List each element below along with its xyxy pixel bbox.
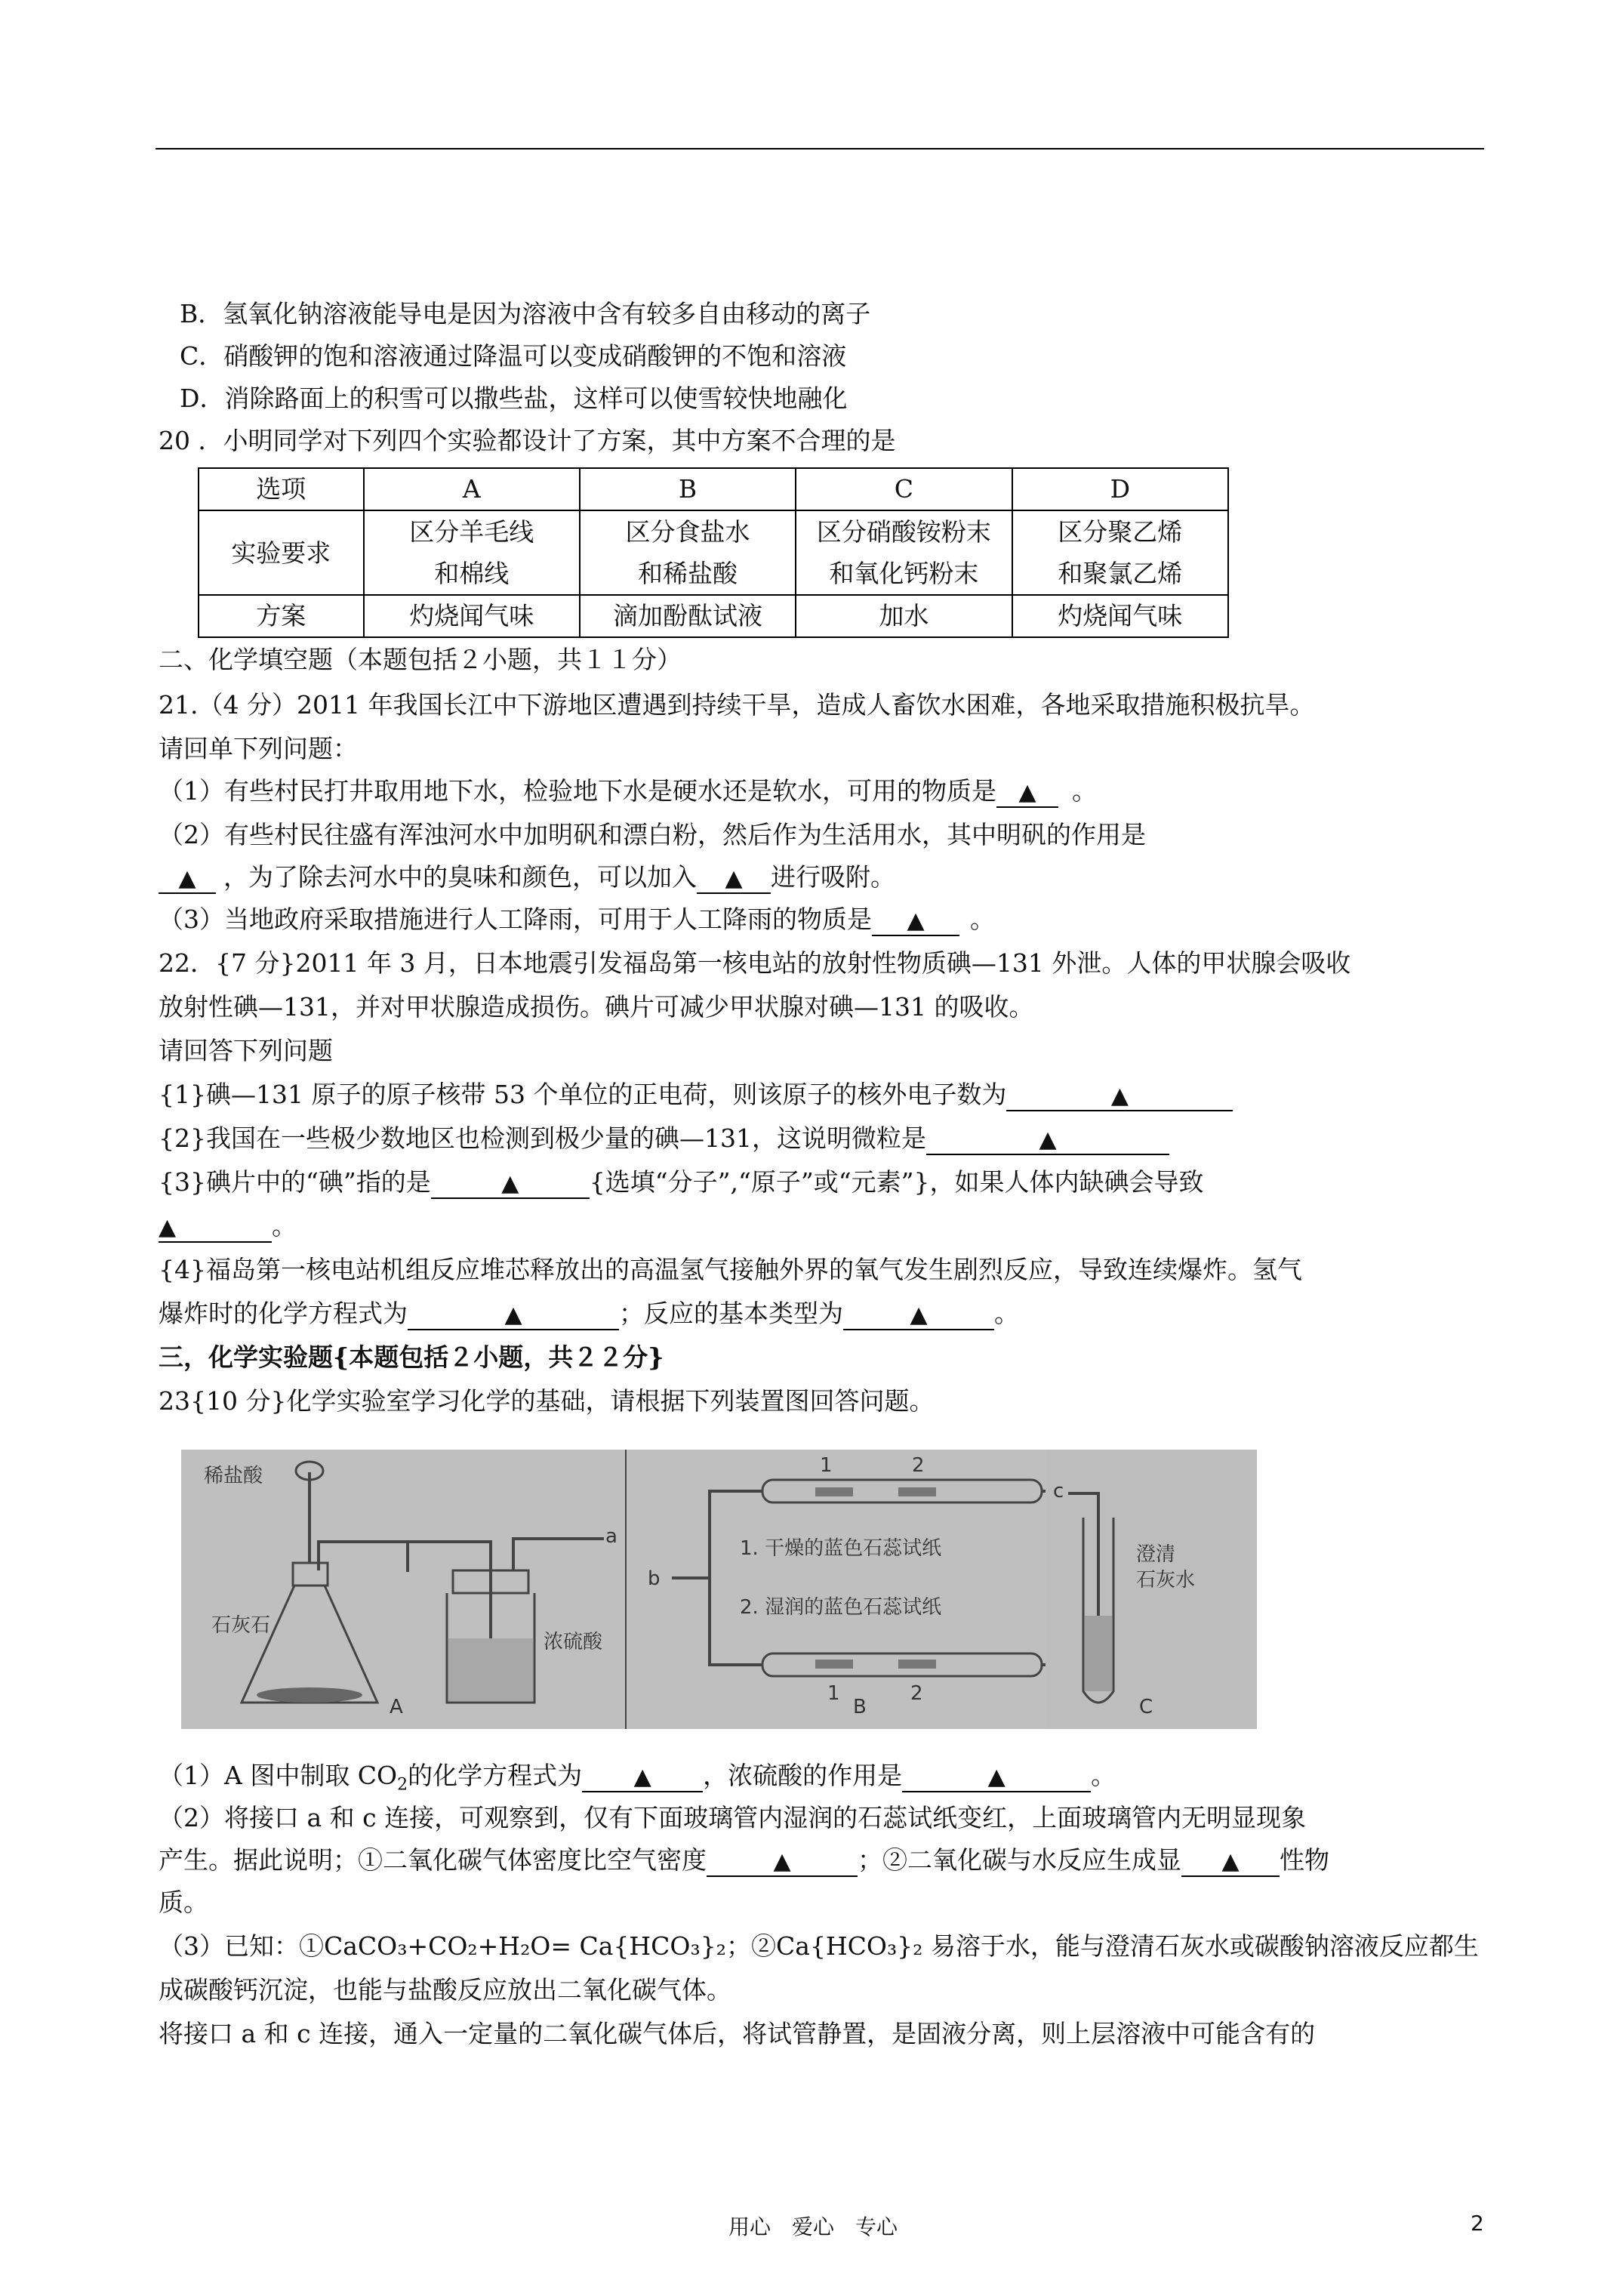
q21-2: （2）有些村民往盛有浑浊河水中加明矾和漂白粉，然后作为生活用水，其中明矾的作用是: [159, 820, 1146, 849]
label-sulfuric-acid: 浓硫酸: [544, 1631, 603, 1653]
table-cell: 加水: [796, 595, 1012, 637]
option-c: C．硝酸钾的饱和溶液通过降温可以变成硝酸钾的不饱和溶液: [180, 341, 847, 371]
q22-4: {4}福岛第一核电站机组反应堆芯释放出的高温氢气接触外界的氧气发生剧烈反应，导致连续爆炸。氢气: [159, 1255, 1302, 1284]
triangle-icon: ▲: [504, 1302, 522, 1328]
answer-blank[interactable]: [843, 1299, 994, 1330]
table-row-label: 实验要求: [199, 510, 364, 595]
table-row-label: 方案: [199, 595, 364, 637]
apparatus-c: [1046, 1450, 1257, 1729]
table-cell: 灼烧闻气味: [364, 595, 580, 637]
table-header-cell: B: [580, 468, 796, 510]
answer-blank[interactable]: [926, 1123, 1169, 1155]
table-cell: 灼烧闻气味: [1012, 595, 1228, 637]
page-number: 2: [1471, 2211, 1484, 2236]
label-limewater: 澄清: [1136, 1543, 1176, 1566]
q22-3: {3}碘片中的“碘”指的是 ▲ {选填“分子”,“原子”或“元素”}，如果人体内缺碘会导致: [159, 1166, 1203, 1199]
answer-blank[interactable]: [1181, 1845, 1280, 1877]
triangle-icon: ▲: [773, 1848, 791, 1875]
triangle-icon: ▲: [910, 1302, 928, 1328]
triangle-icon: ▲: [1221, 1848, 1240, 1875]
label-port-c: c: [1053, 1480, 1064, 1502]
answer-blank[interactable]: [902, 1761, 1091, 1792]
question-20: 20 ．小明同学对下列四个实验都设计了方案，其中方案不合理的是: [159, 426, 896, 455]
answer-blank[interactable]: [431, 1167, 590, 1199]
q23-3: （3）已知：①CaCO₃+CO₂+H₂O= Ca{HCO₃}₂；②Ca{HCO₃}₂ 易溶于水，能与澄清石灰水或碳酸钠溶液反应都生: [159, 1931, 1479, 1961]
triangle-icon: ▲: [1110, 1083, 1129, 1109]
table-cell: 区分硝酸铵粉末 和氧化钙粉末: [796, 510, 1012, 595]
q21-2-cont: ▲ ，为了除去河水中的臭味和颜色，可以加入 ▲ 进行吸附。: [159, 861, 895, 894]
label-apparatus-b: B: [853, 1696, 867, 1718]
label-paper-1: 1: [820, 1454, 833, 1477]
triangle-icon: ▲: [633, 1764, 651, 1790]
triangle-icon: ▲: [178, 865, 196, 892]
q21-1: （1）有些村民打井取用地下水，检验地下水是硬水还是软水，可用的物质是 ▲ 。: [159, 775, 1097, 808]
q23-2-cont: 产生。据此说明；①二氧化碳气体密度比空气密度 ▲ ；②二氧化碳与水反应生成显 ▲ 性物: [159, 1844, 1329, 1877]
label-dry-paper: 1. 干燥的蓝色石蕊试纸: [740, 1537, 942, 1560]
label-paper-1-lower: 1: [827, 1682, 840, 1705]
q22-2: {2}我国在一些极少数地区也检测到极少量的碘—131，这说明微粒是 ▲: [159, 1122, 1169, 1155]
table-header-cell: A: [364, 468, 580, 510]
apparatus-a: [181, 1450, 625, 1729]
option-b: B．氢氧化钠溶液能导电是因为溶液中含有较多自由移动的离子: [180, 299, 871, 328]
q23-2-end: 质。: [159, 1888, 208, 1917]
table-header-cell: C: [796, 468, 1012, 510]
label-wet-paper: 2. 湿润的蓝色石蕊试纸: [740, 1596, 942, 1619]
triangle-icon: ▲: [159, 1214, 177, 1240]
table-cell: 区分聚乙烯 和聚氯乙烯: [1012, 510, 1228, 595]
table-header-cell: D: [1012, 468, 1228, 510]
q22-text: 22．{7 分}2011 年 3 月，日本地震引发福岛第一核电站的放射性物质碘—131 外泄。人体的甲状腺会吸收: [159, 948, 1351, 978]
q22-prompt: 请回答下列问题: [159, 1036, 333, 1065]
section-2-title: 二、化学填空题（本题包括２小题，共１１分）: [159, 645, 682, 674]
triangle-icon: ▲: [1039, 1126, 1057, 1153]
answer-blank[interactable]: [582, 1761, 703, 1792]
triangle-icon: ▲: [987, 1764, 1006, 1790]
table-cell: 滴加酚酞试液: [580, 595, 796, 637]
apparatus-a-drawing: [181, 1450, 625, 1729]
q23-1: （1）A 图中制取 $CO_2$的化学方程式为 ▲ ，浓硫酸的作用是 ▲ 。: [159, 1761, 1116, 1795]
q23-2: （2）将接口 a 和 c 连接，可观察到，仅有下面玻璃管内湿润的石蕊试纸变红，上面玻璃管内无明显现象: [159, 1803, 1307, 1832]
answer-blank[interactable]: [697, 862, 771, 894]
label-limewater-2: 石灰水: [1136, 1569, 1196, 1592]
option-d: D．消除路面上的积雪可以撒些盐，这样可以使雪较快地融化: [180, 384, 848, 413]
label-limestone: 石灰石: [211, 1614, 271, 1637]
label-port-a: a: [605, 1525, 617, 1548]
q22-3-cont: ▲ 。: [159, 1210, 297, 1243]
label-dilute-hcl: 稀盐酸: [204, 1465, 263, 1487]
triangle-icon: ▲: [725, 865, 743, 892]
footer-motto: 用心 爱心 专心: [728, 2214, 898, 2239]
label-paper-2: 2: [912, 1454, 925, 1477]
table-header-cell: 选项: [199, 468, 364, 510]
q22-4-cont: 爆炸时的化学方程式为 ▲ ；反应的基本类型为 ▲ 。: [159, 1297, 1019, 1330]
q23-intro: 23{10 分}化学实验室学习化学的基础，请根据下列装置图回答问题。: [159, 1386, 935, 1416]
q23-3-task: 将接口 a 和 c 连接，通入一定量的二氧化碳气体后，将试管静置，是固液分离，则上层溶液中可能含有的: [159, 2019, 1316, 2048]
answer-blank[interactable]: [159, 1211, 272, 1243]
answer-blank[interactable]: [872, 905, 959, 936]
q21-3: （3）当地政府采取措施进行人工降雨，可用于人工降雨的物质是 ▲ 。: [159, 903, 995, 936]
q21-text: 21.（4 分）2011 年我国长江中下游地区遭遇到持续干旱，造成人畜饮水困难，各地采取措施积极抗旱。: [159, 690, 1315, 720]
answer-blank[interactable]: [159, 862, 216, 894]
q21-prompt: 请回单下列问题：: [159, 734, 358, 763]
triangle-icon: ▲: [501, 1170, 519, 1197]
answer-blank[interactable]: [707, 1845, 858, 1877]
answer-blank[interactable]: [408, 1299, 619, 1330]
q23-3-cont: 成碳酸钙沉淀，也能与盐酸反应放出二氧化碳气体。: [159, 1975, 731, 2005]
answer-blank[interactable]: [996, 776, 1058, 808]
label-paper-2-lower: 2: [910, 1682, 923, 1705]
header-rule: [156, 148, 1484, 149]
label-apparatus-a: A: [390, 1696, 403, 1718]
label-apparatus-c: C: [1139, 1696, 1153, 1718]
table-cell: 区分羊毛线 和棉线: [364, 510, 580, 595]
plan-table: [198, 467, 1229, 638]
q22-1: {1}碘—131 原子的原子核带 53 个单位的正电荷，则该原子的核外电子数为 ▲: [159, 1078, 1233, 1111]
label-port-b: b: [648, 1567, 661, 1590]
q22-text-2: 放射性碘—131，并对甲状腺造成损伤。碘片可减少甲状腺对碘—131 的吸收。: [159, 992, 1034, 1022]
triangle-icon: ▲: [907, 908, 925, 934]
answer-blank[interactable]: [1006, 1080, 1233, 1111]
section-3-title: 三，化学实验题{本题包括２小题，共２２分}: [159, 1342, 664, 1372]
triangle-icon: ▲: [1018, 779, 1036, 806]
table-cell: 区分食盐水 和稀盐酸: [580, 510, 796, 595]
